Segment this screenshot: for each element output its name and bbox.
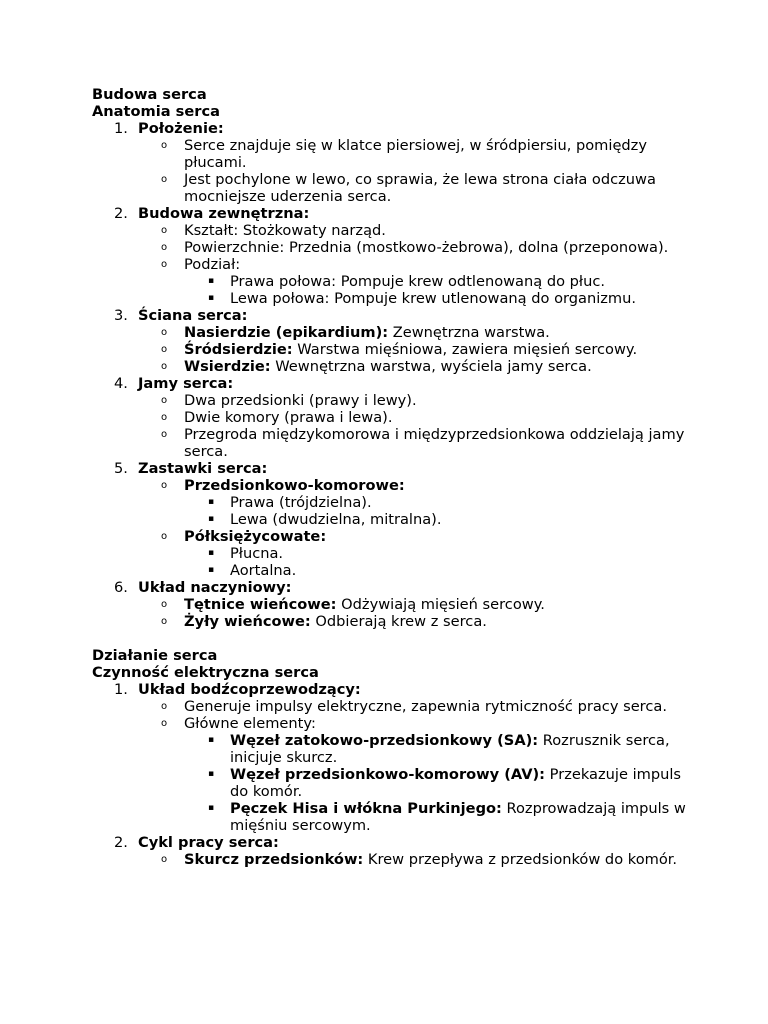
- sub-item: [92, 171, 692, 205]
- sub-item: [92, 341, 692, 358]
- circle-bullet-icon: o: [161, 429, 168, 440]
- sub-item: [92, 477, 692, 494]
- sub-sub-item: [92, 766, 692, 800]
- sub-sub-item-text: Płucna.: [230, 545, 284, 562]
- sub-sub-item: [92, 290, 692, 307]
- square-bullet-icon: ▪: [208, 497, 215, 507]
- square-bullet-icon: ▪: [208, 735, 215, 745]
- list-item-external-structure: [92, 205, 692, 222]
- square-bullet-icon: ▪: [208, 565, 215, 575]
- term: Tętnice wieńcowe:: [184, 596, 337, 613]
- definition: Zewnętrzna warstwa.: [388, 324, 550, 341]
- square-bullet-icon: ▪: [208, 276, 215, 286]
- term: Półksiężycowate:: [184, 528, 327, 545]
- definition: Rozrusznik serca, inicjuje skurcz.: [230, 732, 670, 766]
- section-title-electrical: Czynność elektryczna serca: [92, 664, 319, 681]
- item-number: 5.: [114, 460, 128, 477]
- section-title-anatomy: Anatomia serca: [92, 103, 220, 120]
- term: Śródsierdzie:: [184, 341, 293, 358]
- circle-bullet-icon: o: [161, 242, 168, 253]
- circle-bullet-icon: o: [161, 327, 168, 338]
- sub-item: [92, 256, 692, 273]
- square-bullet-icon: ▪: [208, 293, 215, 303]
- definition: Wewnętrzna warstwa, wyściela jamy serca.: [270, 358, 592, 375]
- term: Pęczek Hisa i włókna Purkinjego:: [230, 800, 502, 817]
- list-item-vascular-system: [92, 579, 692, 596]
- square-bullet-icon: ▪: [208, 514, 215, 524]
- sub-sub-item-text: Prawa (trójdzielna).: [230, 494, 372, 511]
- document-title: Budowa serca: [92, 86, 207, 103]
- circle-bullet-icon: o: [161, 140, 168, 151]
- sub-item: [92, 324, 692, 341]
- sub-item: [92, 715, 692, 732]
- item-title: Ściana serca:: [138, 307, 248, 324]
- list-item-heart-chambers: [92, 375, 692, 392]
- square-bullet-icon: ▪: [208, 548, 215, 558]
- section-title-function: Działanie serca: [92, 647, 218, 664]
- sub-item-text: Podział:: [184, 256, 241, 273]
- sub-sub-item: [92, 800, 692, 834]
- sub-sub-item-text: Prawa połowa: Pompuje krew odtlenowaną do płuc.: [230, 273, 605, 290]
- sub-item: [92, 222, 692, 239]
- term: Wsierdzie:: [184, 358, 271, 375]
- circle-bullet-icon: o: [161, 395, 168, 406]
- term: Węzeł przedsionkowo-komorowy (AV):: [230, 766, 546, 783]
- sub-item: [92, 137, 692, 171]
- circle-bullet-icon: o: [161, 701, 168, 712]
- definition: Odbierają krew z serca.: [310, 613, 487, 630]
- circle-bullet-icon: o: [161, 480, 168, 491]
- circle-bullet-icon: o: [161, 361, 168, 372]
- sub-item-text: Powierzchnie: Przednia (mostkowo-żebrowa), dolna (przeponowa).: [184, 239, 669, 256]
- item-number: 4.: [114, 375, 128, 392]
- blank-line: [92, 630, 692, 647]
- term: Węzeł zatokowo-przedsionkowy (SA):: [230, 732, 539, 749]
- list-item-heart-valves: [92, 460, 692, 477]
- sub-item-text: Dwa przedsionki (prawy i lewy).: [184, 392, 417, 409]
- sub-item-text: Serce znajduje się w klatce piersiowej, w śródpiersiu, pomiędzy płucami.: [184, 137, 647, 171]
- item-number: 3.: [114, 307, 128, 324]
- list-item-heart-wall: [92, 307, 692, 324]
- sub-item: [92, 409, 692, 426]
- term: Skurcz przedsionków:: [184, 851, 364, 868]
- sub-item-text: Generuje impulsy elektryczne, zapewnia rytmiczność pracy serca.: [184, 698, 667, 715]
- sub-item: [92, 698, 692, 715]
- document: [92, 86, 692, 868]
- sub-item: [92, 596, 692, 613]
- circle-bullet-icon: o: [161, 854, 168, 865]
- item-title: Położenie:: [138, 120, 224, 137]
- sub-item: [92, 239, 692, 256]
- sub-item-text: Przegroda międzykomorowa i międzyprzedsionkowa oddzielają jamy serca.: [184, 426, 685, 460]
- list-item-heart-cycle: [92, 834, 692, 851]
- circle-bullet-icon: o: [161, 616, 168, 627]
- item-title: Budowa zewnętrzna:: [138, 205, 310, 222]
- term: Przedsionkowo-komorowe:: [184, 477, 405, 494]
- item-number: 1.: [114, 120, 128, 137]
- sub-item: [92, 426, 692, 460]
- sub-sub-item: [92, 273, 692, 290]
- term: Nasierdzie (epikardium):: [184, 324, 389, 341]
- term: Żyły wieńcowe:: [184, 613, 311, 630]
- sub-sub-item: [92, 562, 692, 579]
- sub-sub-item-text: Lewa (dwudzielna, mitralna).: [230, 511, 442, 528]
- circle-bullet-icon: o: [161, 259, 168, 270]
- list-item-conduction-system: [92, 681, 692, 698]
- circle-bullet-icon: o: [161, 344, 168, 355]
- item-title: Jamy serca:: [138, 375, 234, 392]
- definition: Rozprowadzają impuls w mięśniu sercowym.: [230, 800, 686, 834]
- item-title: Cykl pracy serca:: [138, 834, 279, 851]
- sub-sub-item: [92, 494, 692, 511]
- sub-sub-item: [92, 732, 692, 766]
- item-title: Układ naczyniowy:: [138, 579, 292, 596]
- sub-item: [92, 851, 692, 868]
- definition: Warstwa mięśniowa, zawiera mięsień sercowy.: [292, 341, 638, 358]
- circle-bullet-icon: o: [161, 599, 168, 610]
- item-title: Zastawki serca:: [138, 460, 268, 477]
- sub-sub-item: [92, 511, 692, 528]
- sub-item-text: Jest pochylone w lewo, co sprawia, że lewa strona ciała odczuwa mocniejsze uderzenia serca.: [184, 171, 656, 205]
- sub-item-text: Kształt: Stożkowaty narząd.: [184, 222, 386, 239]
- square-bullet-icon: ▪: [208, 803, 215, 813]
- sub-sub-item: [92, 545, 692, 562]
- circle-bullet-icon: o: [161, 174, 168, 185]
- definition: Odżywiają mięsień sercowy.: [336, 596, 545, 613]
- sub-item: [92, 392, 692, 409]
- square-bullet-icon: ▪: [208, 769, 215, 779]
- circle-bullet-icon: o: [161, 718, 168, 729]
- list-item-position: [92, 120, 692, 137]
- sub-sub-item-text: Lewa połowa: Pompuje krew utlenowaną do organizmu.: [230, 290, 637, 307]
- sub-item-text: Główne elementy:: [184, 715, 316, 732]
- definition: Krew przepływa z przedsionków do komór.: [363, 851, 678, 868]
- item-title: Układ bodźcoprzewodzący:: [138, 681, 361, 698]
- sub-item: [92, 528, 692, 545]
- circle-bullet-icon: o: [161, 531, 168, 542]
- item-number: 1.: [114, 681, 128, 698]
- definition: Przekazuje impuls do komór.: [230, 766, 682, 800]
- item-number: 2.: [114, 834, 128, 851]
- sub-sub-item-text: Aortalna.: [230, 562, 297, 579]
- item-number: 2.: [114, 205, 128, 222]
- sub-item: [92, 613, 692, 630]
- circle-bullet-icon: o: [161, 225, 168, 236]
- sub-item: [92, 358, 692, 375]
- circle-bullet-icon: o: [161, 412, 168, 423]
- sub-item-text: Dwie komory (prawa i lewa).: [184, 409, 393, 426]
- item-number: 6.: [114, 579, 128, 596]
